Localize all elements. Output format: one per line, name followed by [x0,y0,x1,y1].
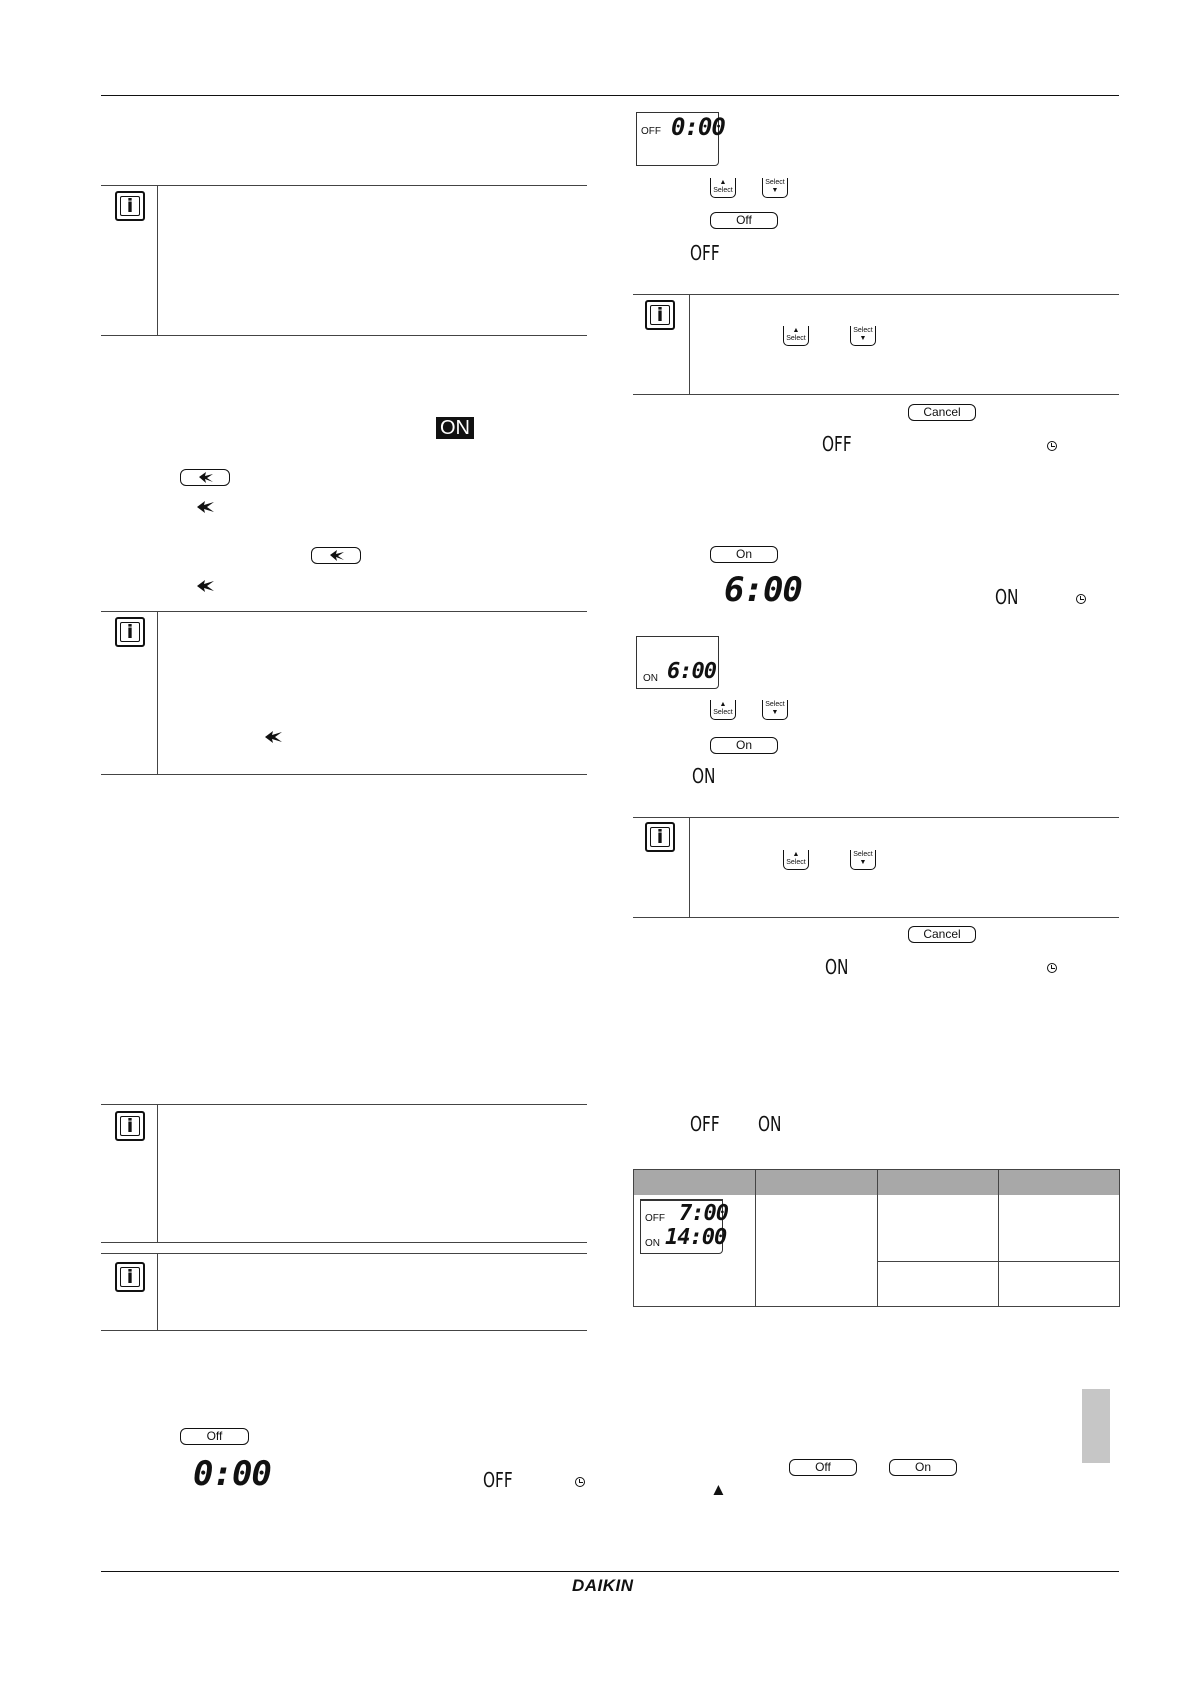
lcd-off-label: OFF [641,126,661,137]
select-up-button[interactable]: ▲ Select [783,850,809,870]
on-time-display: 6:00 [724,570,802,610]
clock-icon [1076,594,1086,604]
cancel-button[interactable]: Cancel [908,404,976,421]
info-icon: i [115,191,145,221]
on-button[interactable]: On [710,737,778,754]
select-up-button[interactable]: ▲ Select [710,178,736,198]
info-icon: i [115,1111,145,1141]
info-icon: i [115,617,145,647]
table-row-divider [877,1261,1119,1262]
right-info-1-divider [689,294,690,394]
timer-time-display: 0:00 [193,1454,271,1494]
table-lcd-off-label: OFF [645,1213,665,1224]
info-box-1-top [101,185,587,186]
table-col-divider [877,1170,878,1306]
on-word: ON [758,1112,782,1136]
table-lcd-on-time: 14:00 [665,1225,727,1250]
right-info-1-bottom [633,394,1119,395]
info-icon: i [115,1262,145,1292]
table-lcd-on-label: ON [645,1238,660,1249]
info-icon: i [645,822,675,852]
fan-speed-button[interactable] [311,547,361,564]
cancel-button[interactable]: Cancel [908,926,976,943]
off-button[interactable]: Off [710,212,778,229]
select-up-button[interactable]: ▲ Select [710,700,736,720]
table-lcd-display [640,1199,728,1254]
info-box-4-divider [157,1253,158,1330]
table-col-divider [755,1170,756,1306]
fan-icon [326,548,348,563]
daikin-logo: DAIKIN [572,1576,634,1595]
lcd-on-display [636,636,719,689]
off-timer-button[interactable]: Off [180,1428,249,1445]
on-label: ON [692,764,716,788]
info-box-3-top [101,1104,587,1105]
right-info-2-top [633,817,1119,818]
lcd-off-time: 0:00 [671,113,725,141]
fan-icon [195,470,217,485]
fan-icon [195,577,217,595]
header-rule [101,95,1119,96]
select-up-button[interactable]: ▲ Select [783,326,809,346]
info-box-2-divider [157,611,158,774]
info-box-2-bottom [101,774,587,775]
right-info-1-top [633,294,1119,295]
on-indicator-badge: ON [436,417,474,439]
clock-icon [575,1477,585,1487]
lcd-on-time: 6:00 [667,659,716,684]
info-box-2-top [101,611,587,612]
info-icon: i [645,300,675,330]
table-lcd-off-time: 7:00 [679,1201,728,1226]
page-side-tab [1082,1389,1110,1463]
on-button[interactable]: On [889,1459,957,1476]
cancel-on-label: ON [825,955,849,979]
select-down-button[interactable]: Select ▼ [762,700,788,720]
on-button[interactable]: On [710,546,778,563]
cancel-off-label: OFF [822,432,852,456]
select-down-button[interactable]: Select ▼ [850,326,876,346]
info-box-4-bottom [101,1330,587,1331]
off-label: OFF [690,241,720,265]
on-label: ON [995,585,1019,609]
schedule-table [633,1169,1120,1307]
clock-icon [1047,441,1057,451]
info-box-3-divider [157,1104,158,1242]
select-down-button[interactable]: Select ▼ [850,850,876,870]
footer-rule [101,1571,1119,1572]
off-word: OFF [690,1112,720,1136]
clock-icon [1047,963,1057,973]
info-box-1-divider [157,185,158,335]
fan-icon [195,498,217,516]
lcd-off-display [636,112,725,166]
timer-off-label: OFF [483,1468,513,1492]
fan-speed-button[interactable] [180,469,230,486]
up-arrow-icon: ▲ [710,1480,727,1499]
table-col-divider [998,1170,999,1306]
info-box-3-bottom [101,1242,587,1243]
right-info-2-bottom [633,917,1119,918]
select-down-button[interactable]: Select ▼ [762,178,788,198]
info-box-1-bottom [101,335,587,336]
right-info-2-divider [689,817,690,917]
off-button[interactable]: Off [789,1459,857,1476]
info-box-4-top [101,1253,587,1254]
fan-icon [263,728,285,746]
lcd-on-label: ON [643,673,658,684]
